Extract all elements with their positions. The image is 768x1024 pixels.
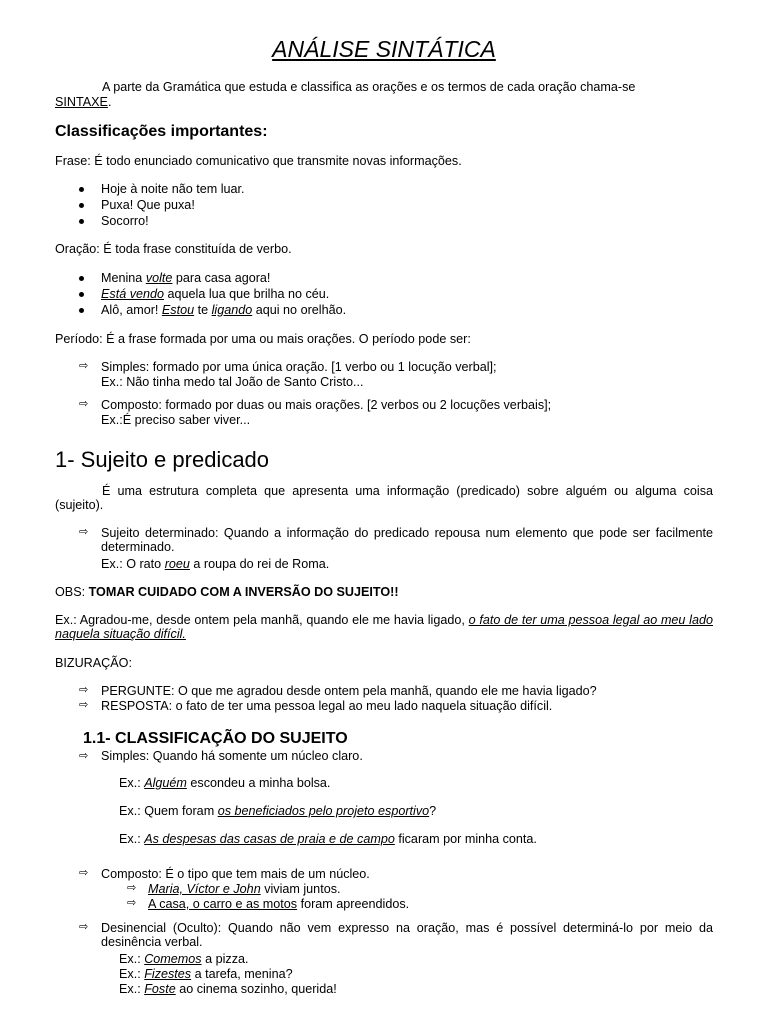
text-span: ficaram por minha conta. [394, 832, 537, 846]
text-span: te [194, 303, 212, 317]
bullet-icon [79, 276, 84, 281]
verb-span: Fizestes [144, 967, 192, 981]
simples-example-3 [119, 832, 537, 846]
oracao-example-3 [101, 303, 346, 317]
text-span: foram apreendidos. [297, 897, 410, 911]
simples-example-1 [119, 776, 330, 790]
text-span: a tarefa, menina? [191, 967, 293, 981]
frase-definition: Frase: É todo enunciado comunicativo que transmite novas informações. [55, 154, 462, 168]
arrow-right-icon: ⇨ [127, 881, 137, 894]
periodo-composto: Composto: formado por duas ou mais orações. [2 verbos ou 2 locuções verbais]; [101, 398, 552, 412]
oracao-definition: Oração: É toda frase constituída de verbo. [55, 242, 292, 256]
arrow-right-icon: ⇨ [79, 749, 89, 762]
text-span: Ex.: O rato [101, 557, 165, 571]
sujeito-composto: Composto: É o tipo que tem mais de um núcleo. [101, 867, 370, 881]
oracao-example-2 [101, 287, 329, 301]
arrow-right-icon: ⇨ [79, 683, 89, 696]
sujeito-determinado-example [101, 557, 329, 571]
arrow-right-icon: ⇨ [79, 359, 89, 372]
desinencial-example-3 [119, 982, 337, 996]
periodo-simples-example: Ex.: Não tinha medo tal João de Santo Cristo... [101, 375, 364, 389]
desinencial-example-1 [119, 952, 249, 966]
text-span: Alô, amor! [101, 303, 162, 317]
text-span: Menina [101, 271, 146, 285]
verb-span: Estou [161, 303, 195, 317]
sujeito-simples: Simples: Quando há somente um núcleo claro. [101, 749, 363, 763]
intro-text: A parte da Gramática que estuda e classifica as orações e os termos de cada oração chama-se [102, 80, 636, 94]
text-span: aquela lua que brilha no céu. [164, 287, 330, 301]
text-span: para casa agora! [172, 271, 271, 285]
bullet-icon [79, 308, 84, 313]
subject-span: Alguém [144, 776, 187, 790]
text-span: viviam juntos. [260, 882, 341, 896]
arrow-right-icon: ⇨ [79, 866, 89, 879]
section-1-1-heading: 1.1- CLASSIFICAÇÃO DO SUJEITO [83, 730, 348, 747]
text-span: Ex.: Agradou-me, desde ontem pela manhã, quando ele me havia ligado, [55, 613, 469, 627]
composto-example-1 [148, 882, 341, 896]
bullet-icon [79, 292, 84, 297]
sintaxe-term: SINTAXE [55, 95, 108, 109]
obs-text: TOMAR CUIDADO COM A INVERSÃO DO SUJEITO!! [88, 585, 399, 599]
periodo-composto-example: Ex.:É preciso saber viver... [101, 413, 251, 427]
intro-paragraph-cont [55, 95, 111, 109]
page-title: ANÁLISE SINTÁTICA [272, 36, 496, 62]
text-span: a pizza. [201, 952, 249, 966]
bullet-icon [79, 187, 84, 192]
arrow-right-icon: ⇨ [79, 397, 89, 410]
obs-line [55, 585, 399, 599]
text-span: ao cinema sozinho, querida! [175, 982, 337, 996]
verb-span: Comemos [144, 952, 202, 966]
text-span: Ex.: Quem foram [119, 804, 218, 818]
frase-example-3: Socorro! [101, 214, 149, 228]
sujeito-desinencial: Desinencial (Oculto): Quando não vem expresso na oração, mas é possível determiná-lo por meio da desinência verbal. [101, 921, 713, 950]
verb-span: Foste [144, 982, 176, 996]
inversao-example [55, 613, 713, 641]
intro-paragraph [102, 80, 635, 94]
subject-span: o fato de ter uma pessoa legal ao meu lado naquela situação difícil. [55, 613, 713, 642]
subject-span: Maria, Víctor e John [148, 882, 261, 896]
arrow-right-icon: ⇨ [79, 525, 89, 538]
arrow-right-icon: ⇨ [79, 920, 89, 933]
bullet-icon [79, 219, 84, 224]
bullet-icon [79, 203, 84, 208]
arrow-right-icon: ⇨ [79, 698, 89, 711]
text-span: a roupa do rei de Roma. [189, 557, 330, 571]
desinencial-example-2 [119, 967, 293, 981]
subject-span: As despesas das casas de praia e de campo [144, 832, 395, 846]
pergunte-line: PERGUNTE: O que me agradou desde ontem pela manhã, quando ele me havia ligado? [101, 684, 597, 698]
frase-example-2: Puxa! Que puxa! [101, 198, 195, 212]
verb-span: volte [145, 271, 173, 285]
subject-span: A casa, o carro e as motos [148, 897, 298, 911]
sujeito-determinado: Sujeito determinado: Quando a informação do predicado repousa num elemento que pode ser facilmente determinado. [101, 526, 713, 555]
periodo-simples: Simples: formado por uma única oração. [1 verbo ou 1 locução verbal]; [101, 360, 497, 374]
resposta-line: RESPOSTA: o fato de ter uma pessoa legal ao meu lado naquela situação difícil. [101, 699, 553, 713]
periodo-definition: Período: É a frase formada por uma ou mais orações. O período pode ser: [55, 332, 471, 346]
arrow-right-icon: ⇨ [127, 896, 137, 909]
text-span: Ex.: [119, 832, 145, 846]
frase-example-1: Hoje à noite não tem luar. [101, 182, 245, 196]
simples-example-2 [119, 804, 436, 818]
subject-span: os beneficiados pelo projeto esportivo [217, 804, 430, 818]
text-span: Ex.: [119, 776, 145, 790]
oracao-example-1 [101, 271, 270, 285]
composto-example-2 [148, 897, 409, 911]
text-span: Ex.: [119, 952, 145, 966]
text-span: aqui no orelhão. [252, 303, 347, 317]
verb-span: roeu [164, 557, 190, 571]
text-span: Ex.: [119, 967, 145, 981]
verb-span: ligando [211, 303, 253, 317]
text-span: Ex.: [119, 982, 145, 996]
text-span: ? [429, 804, 437, 818]
classificacoes-heading: Classificações importantes: [55, 123, 268, 140]
verb-span: Está vendo [101, 287, 165, 301]
obs-label: OBS: [55, 585, 89, 599]
bizuracao-label: BIZURAÇÃO: [55, 656, 132, 670]
text-span: escondeu a minha bolsa. [186, 776, 331, 790]
section-1-heading: 1- Sujeito e predicado [55, 447, 270, 472]
section-1-intro: É uma estrutura completa que apresenta uma informação (predicado) sobre alguém ou alguma coisa (sujeito). [55, 484, 713, 513]
intro-end: . [107, 95, 112, 109]
